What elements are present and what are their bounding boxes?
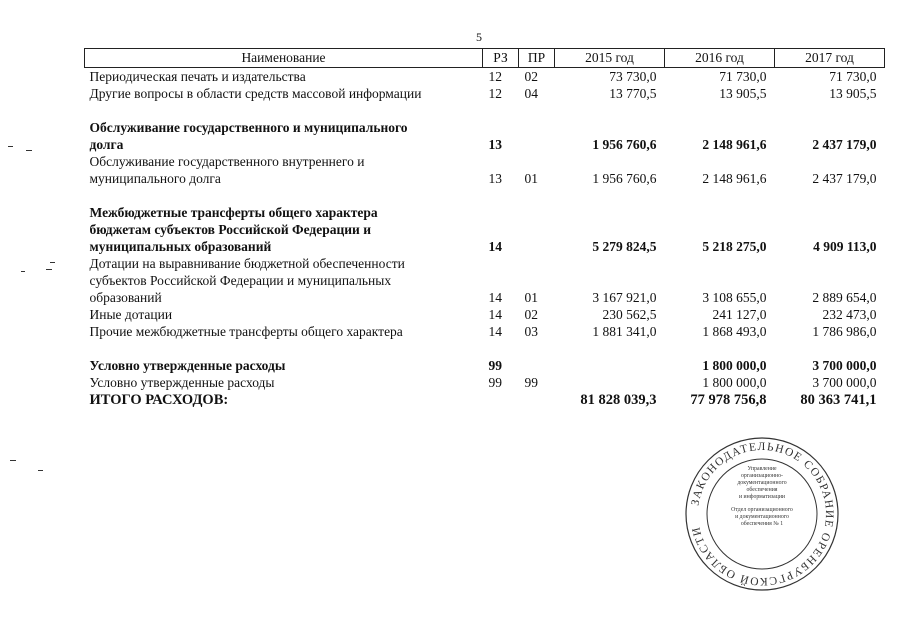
row-value-2016: 13 905,5 xyxy=(719,86,767,101)
row-pr xyxy=(519,357,555,374)
row-name xyxy=(85,153,483,187)
row-name-line: Обслуживание государственного внутреннего и xyxy=(89,154,365,169)
row-pr: 02 xyxy=(524,307,538,322)
spacer-row xyxy=(85,340,885,357)
stamp-line: Отдел организационного xyxy=(731,507,793,513)
row-pr: 02 xyxy=(524,69,538,84)
row-rz: 99 xyxy=(488,375,502,390)
row-rz: 14 xyxy=(488,290,502,305)
header-2016: 2016 год xyxy=(665,49,775,68)
stamp-ring-text: ЗАКОНОДАТЕЛЬНОЕ СОБРАНИЕ ОРЕНБУРГСКОЙ ОБЛАСТИ xyxy=(689,440,836,588)
row-name-line: Условно утвержденные расходы xyxy=(89,358,286,373)
table-row xyxy=(85,255,885,306)
row-value-2017: 2 437 179,0 xyxy=(812,171,877,186)
row-rz: 14 xyxy=(488,307,502,322)
row-name xyxy=(85,357,483,374)
header-pr: ПР xyxy=(519,49,555,68)
row-value-2016: 5 218 275,0 xyxy=(702,239,767,254)
row-value-2015: 1 956 760,6 xyxy=(592,137,657,152)
row-name-line: субъектов Российской Федерации и муниципальных xyxy=(89,273,392,288)
row-name xyxy=(85,323,483,340)
row-rz: 99 xyxy=(488,358,502,373)
row-name-line: долга xyxy=(89,137,124,152)
budget-table xyxy=(84,48,885,409)
spacer-cell xyxy=(85,340,885,357)
row-value-2017: 80 363 741,1 xyxy=(800,392,877,408)
stamp-line: обеспечения № 1 xyxy=(740,521,784,527)
row-pr: 04 xyxy=(524,86,538,101)
row-name xyxy=(85,119,483,153)
scan-mark xyxy=(8,146,13,147)
row-value-2015: 3 167 921,0 xyxy=(592,290,657,305)
row-name xyxy=(85,255,483,306)
row-value-2016: 1 800 000,0 xyxy=(702,358,767,373)
stamp-line: документационного xyxy=(737,480,787,486)
row-value-2017: 2 889 654,0 xyxy=(812,290,877,305)
row-value-2016: 241 127,0 xyxy=(712,307,767,322)
row-rz: 14 xyxy=(488,324,502,339)
stamp-line: Управление xyxy=(747,466,777,472)
row-value-2015: 230 562,5 xyxy=(602,307,657,322)
row-pr xyxy=(519,391,555,409)
scan-mark xyxy=(38,470,43,471)
row-value-2017: 13 905,5 xyxy=(829,86,877,101)
table-row xyxy=(85,323,885,340)
table-row xyxy=(85,306,885,323)
section-row xyxy=(85,119,885,153)
row-pr: 01 xyxy=(524,171,538,186)
table-row xyxy=(85,85,885,102)
total-row xyxy=(85,391,885,409)
header-name: Наименование xyxy=(85,49,483,68)
table-row xyxy=(85,68,885,86)
row-name-line: бюджетам субъектов Российской Федерации и xyxy=(89,222,371,237)
row-value-2016: 2 148 961,6 xyxy=(702,171,767,186)
spacer-cell xyxy=(85,187,885,204)
row-value-2015: 13 770,5 xyxy=(609,86,657,101)
row-value-2015: 1 881 341,0 xyxy=(592,324,657,339)
row-name-line: Межбюджетные трансферты общего характера xyxy=(89,205,378,220)
row-name xyxy=(85,85,483,102)
table-row xyxy=(85,374,885,391)
stamp-line: организационно- xyxy=(741,473,783,479)
row-name-line: Иные дотации xyxy=(89,307,173,322)
header-2015: 2015 год xyxy=(555,49,665,68)
row-value-2017: 1 786 986,0 xyxy=(812,324,877,339)
stamp-line: и информатизации xyxy=(738,494,786,500)
row-value-2017: 232 473,0 xyxy=(822,307,877,322)
stamp-line: и документационного xyxy=(735,514,789,520)
row-rz: 12 xyxy=(488,69,502,84)
row-name-line: образований xyxy=(89,290,162,305)
row-name-line: муниципальных образований xyxy=(89,239,272,254)
row-pr: 01 xyxy=(524,290,538,305)
row-name-line: Условно утвержденные расходы xyxy=(89,375,275,390)
section-row xyxy=(85,204,885,255)
row-name-line: ИТОГО РАСХОДОВ: xyxy=(89,392,229,408)
stamp-inner-text xyxy=(725,466,799,528)
row-name xyxy=(85,374,483,391)
row-value-2015: 73 730,0 xyxy=(609,69,657,84)
row-value-2017: 3 700 000,0 xyxy=(812,358,877,373)
row-rz xyxy=(483,391,519,409)
row-value-2016: 1 868 493,0 xyxy=(702,324,767,339)
row-name-line: муниципального долга xyxy=(89,171,221,186)
scan-mark xyxy=(10,460,16,461)
organization-stamp xyxy=(684,436,840,592)
scan-mark xyxy=(46,269,52,270)
scan-mark xyxy=(50,262,55,263)
row-value-2016: 1 800 000,0 xyxy=(702,375,767,390)
row-value-2016: 77 978 756,8 xyxy=(690,392,767,408)
section-row xyxy=(85,357,885,374)
row-rz: 13 xyxy=(488,137,502,152)
table-row xyxy=(85,153,885,187)
row-value-2015: 81 828 039,3 xyxy=(580,392,657,408)
spacer-cell xyxy=(85,102,885,119)
row-name-line: Дотации на выравнивание бюджетной обеспеченности xyxy=(89,256,405,271)
row-pr xyxy=(519,119,555,153)
row-name-line: Другие вопросы в области средств массовой информации xyxy=(89,86,422,101)
row-value-2017: 71 730,0 xyxy=(829,69,877,84)
row-name xyxy=(85,204,483,255)
page-number: 5 xyxy=(476,30,482,44)
row-pr xyxy=(519,204,555,255)
row-rz: 14 xyxy=(488,239,502,254)
row-value-2016: 71 730,0 xyxy=(719,69,767,84)
row-name xyxy=(85,391,483,409)
row-value-2015: 5 279 824,5 xyxy=(592,239,657,254)
header-2017: 2017 год xyxy=(775,49,885,68)
row-value-2017: 3 700 000,0 xyxy=(812,375,877,390)
row-value-2015 xyxy=(555,374,665,391)
row-name-line: Прочие межбюджетные трансферты общего характера xyxy=(89,324,403,339)
row-pr: 03 xyxy=(524,324,538,339)
row-name xyxy=(85,306,483,323)
table-body xyxy=(85,68,885,410)
row-name-line: Периодическая печать и издательства xyxy=(89,69,306,84)
row-pr: 99 xyxy=(524,375,538,390)
row-value-2016: 3 108 655,0 xyxy=(702,290,767,305)
row-value-2015: 1 956 760,6 xyxy=(592,171,657,186)
row-rz: 12 xyxy=(488,86,502,101)
row-value-2017: 4 909 113,0 xyxy=(813,239,877,254)
header-rz: РЗ xyxy=(483,49,519,68)
scan-mark xyxy=(21,271,25,272)
stamp-line: обеспечения xyxy=(746,487,778,493)
row-rz: 13 xyxy=(488,171,502,186)
row-name xyxy=(85,68,483,86)
row-value-2016: 2 148 961,6 xyxy=(702,137,767,152)
row-value-2017: 2 437 179,0 xyxy=(812,137,877,152)
table-header xyxy=(85,49,885,68)
row-value-2015 xyxy=(555,357,665,374)
row-name-line: Обслуживание государственного и муниципального xyxy=(89,120,408,135)
spacer-row xyxy=(85,102,885,119)
scan-mark xyxy=(26,150,32,151)
spacer-row xyxy=(85,187,885,204)
